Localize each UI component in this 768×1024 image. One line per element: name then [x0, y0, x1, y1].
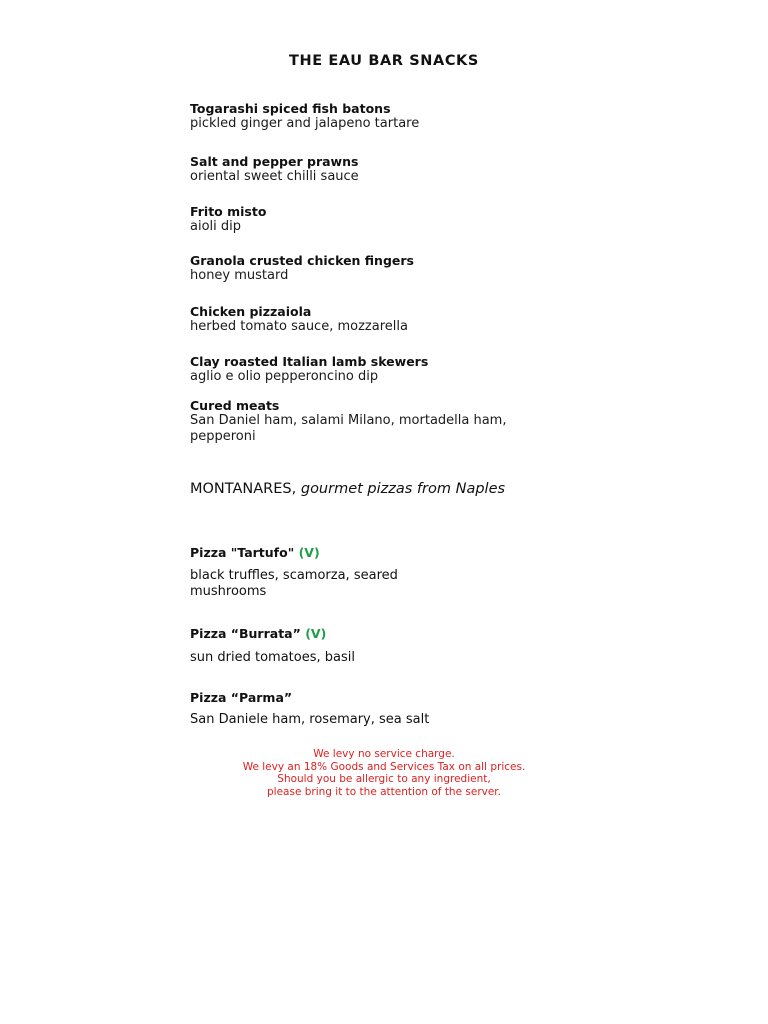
item-name: Salt and pepper prawns — [190, 154, 359, 169]
menu-item — [190, 253, 530, 284]
item-name: Togarashi spiced fish batons — [190, 101, 391, 116]
item-description: herbed tomato sauce, mozzarella — [190, 319, 408, 334]
pizza-name-line — [190, 545, 530, 560]
item-description: honey mustard — [190, 268, 289, 283]
pizza-name: Pizza “Parma” — [190, 690, 293, 705]
menu-item — [190, 101, 530, 132]
item-name: Granola crusted chicken fingers — [190, 253, 414, 268]
menu-title: THE EAU BAR SNACKS — [289, 53, 479, 69]
footer-line: Should you be allergic to any ingredient, — [277, 773, 491, 785]
footer-line: We levy an 18% Goods and Services Tax on all prices. — [242, 760, 526, 773]
pizza-description: San Daniele ham, rosemary, sea salt — [190, 712, 430, 727]
pizza-item — [190, 690, 530, 705]
menu-item — [190, 354, 530, 385]
item-description: pickled ginger and jalapeno tartare — [190, 116, 420, 131]
item-description: oriental sweet chilli sauce — [190, 169, 359, 184]
footer-notice — [0, 748, 768, 798]
item-name: Chicken pizzaiola — [190, 304, 312, 319]
section-heading-subtitle: gourmet pizzas from Naples — [300, 481, 506, 497]
footer-line: We levy no service charge. — [313, 748, 455, 760]
item-name: Clay roasted Italian lamb skewers — [190, 354, 429, 369]
item-description: aioli dip — [190, 219, 242, 234]
item-description: aglio e olio pepperoncino dip — [190, 369, 379, 384]
menu-item — [190, 304, 530, 335]
section-heading-title: MONTANARES, — [190, 481, 297, 497]
pizza-name-line — [190, 690, 530, 705]
vegetarian-marker: (V) — [305, 626, 327, 641]
pizza-item — [190, 626, 530, 641]
pizza-description: black truffles, scamorza, seared mushrooms — [190, 568, 398, 599]
item-name: Frito misto — [190, 204, 267, 219]
section-heading — [190, 480, 530, 498]
footer-line: please bring it to the attention of the server. — [267, 785, 501, 798]
pizza-item — [190, 545, 530, 560]
pizza-name: Pizza "Tartufo" — [190, 545, 295, 560]
vegetarian-marker: (V) — [298, 545, 320, 560]
menu-item — [190, 154, 530, 185]
menu-item — [190, 204, 530, 235]
item-name: Cured meats — [190, 398, 280, 413]
menu-item — [190, 398, 510, 444]
item-description: San Daniel ham, salami Milano, mortadella ham, pepperoni — [190, 413, 507, 444]
pizza-name-line — [190, 626, 530, 641]
pizza-name: Pizza “Burrata” — [190, 626, 301, 641]
pizza-description: sun dried tomatoes, basil — [190, 650, 355, 665]
